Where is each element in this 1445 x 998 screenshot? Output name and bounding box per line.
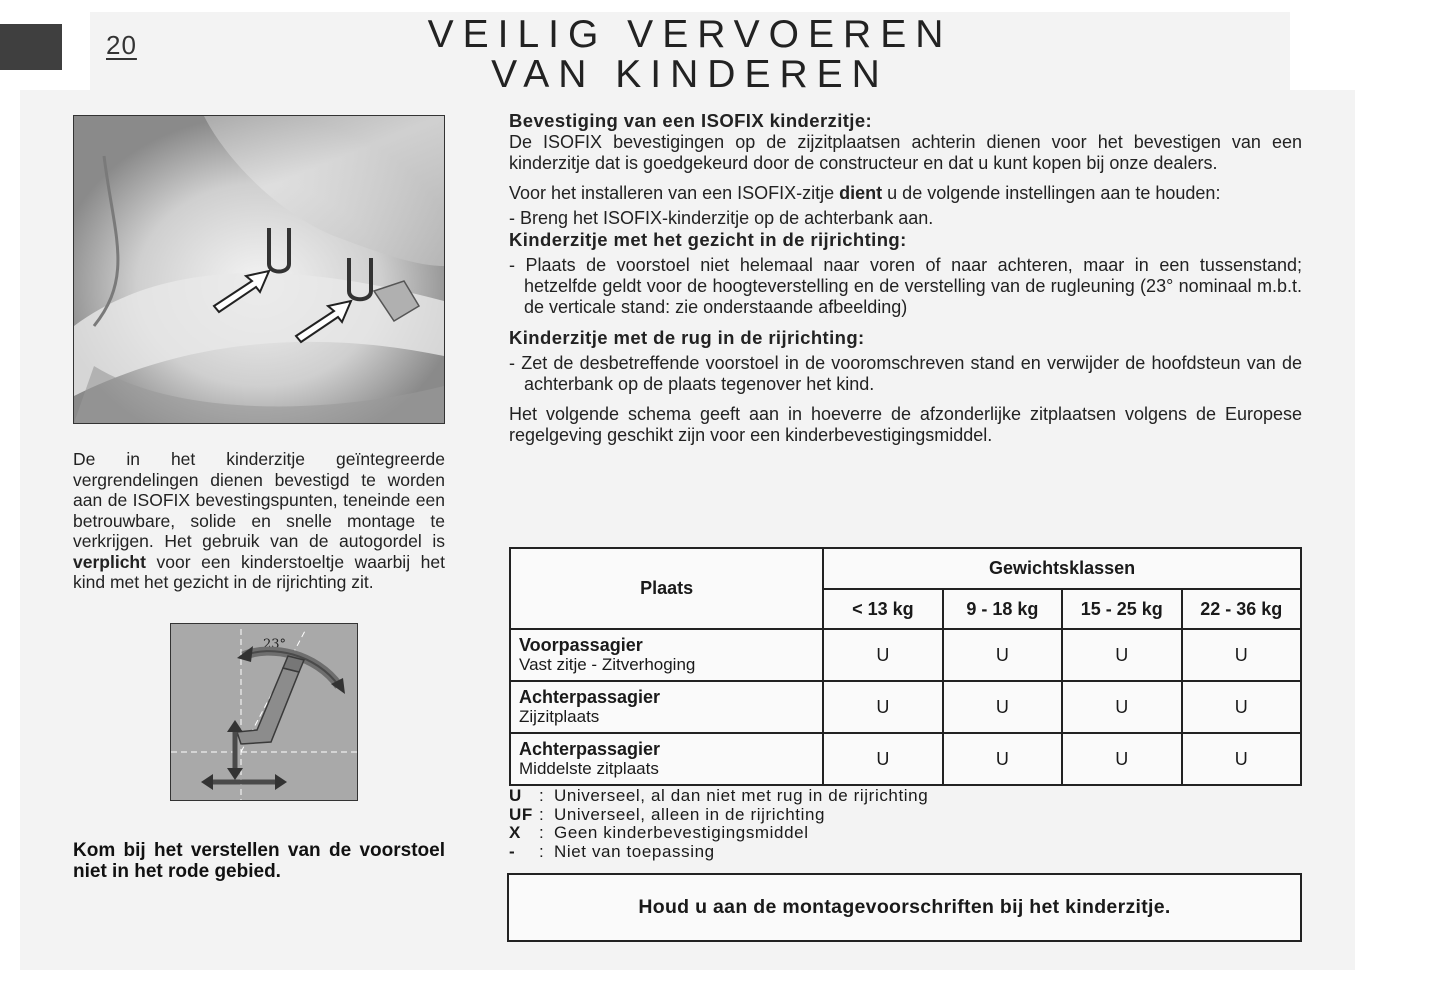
heading-rear-facing: Kinderzitje met de rug in de rijrichting: — [509, 327, 865, 348]
red-zone-warning: Kom bij het verstellen van de voorstoel niet in het rode gebied. — [73, 840, 445, 882]
heading-forward-facing: Kinderzitje met het gezicht in de rijrichting: — [509, 229, 907, 250]
instruction-item-front-seat: - Plaats de voorstoel niet helemaal naar voren of naar achteren, maar in een tussenstand; hetzelfde geldt voor de hoogteverstelling en de verstelling van de rugleuning (23° nominaal m.b.t. de verticale stand: zie onderstaande afbeelding) — [509, 255, 1302, 317]
legend-text: Geen kinderbevestigingsmiddel — [554, 823, 809, 842]
legend-item: U : Universeel, al dan niet met rug in de rijrichting — [509, 786, 929, 805]
page-tab-marker — [0, 24, 62, 70]
suitability-cell: U — [823, 681, 942, 733]
seat-type: Middelste zitplaats — [519, 759, 659, 778]
table-row — [510, 681, 1301, 733]
legend-item: - : Niet van toepassing — [509, 841, 715, 861]
table-legend — [509, 787, 928, 861]
suitability-cell: U — [1062, 629, 1181, 681]
weight-class-table — [509, 547, 1302, 786]
weight-class-header: 15 - 25 kg — [1062, 589, 1181, 629]
seat-type: Vast zitje - Zitverhoging — [519, 655, 696, 674]
suitability-cell: U — [1182, 733, 1302, 785]
legend-text: Universeel, al dan niet met rug in de rijrichting — [554, 786, 929, 805]
seat-name: Achterpassagier — [519, 739, 661, 759]
page-number: 20 — [106, 30, 137, 60]
legend-text: Universeel, alleen in de rijrichting — [554, 804, 826, 824]
column-header-place: Plaats — [510, 548, 823, 629]
instruction-item-mount: - Breng het ISOFIX-kinderzitje op de achterbank aan. — [509, 208, 934, 228]
legend-item: X : Geen kinderbevestigingsmiddel — [509, 823, 809, 842]
weight-class-header: 22 - 36 kg — [1182, 589, 1302, 629]
seat-cell — [510, 629, 823, 681]
suitability-cell: U — [823, 629, 942, 681]
suitability-cell: U — [943, 733, 1062, 785]
instruction-item-headrest: - Zet de desbetreffende voorstoel in de vooromschreven stand en verwijder de hoofdsteun van de achterbank op de plaats tegenover het kind. — [509, 353, 1302, 394]
legend-code: U — [509, 786, 522, 805]
emphasis-dient: dient — [839, 183, 883, 203]
legend-code: - — [509, 841, 516, 861]
legend-item: UF : Universeel, alleen in de rijrichting — [509, 804, 826, 824]
table-row — [510, 733, 1301, 785]
emphasis-verplicht: verplicht — [73, 551, 146, 572]
isofix-explanation-paragraph: De in het kinderzitje geïntegreerde vergrendelingen dienen bevestigd te worden aan de ISOFIX bevestingspunten, teneinde een betrouwbare, solide en snelle montage te verkrijgen. Het gebruik van de autogordel is verplicht voor een kinderstoeltje waarbij het kind met het gezicht in de rijrichting zit. — [73, 449, 445, 592]
seat-cell — [510, 733, 823, 785]
suitability-cell: U — [1062, 681, 1181, 733]
mounting-instructions-notice: Houd u aan de montagevoorschriften bij het kinderzitje. — [507, 873, 1302, 942]
column-header-weight-classes: Gewichtsklassen — [823, 548, 1301, 589]
isofix-seat-drawing — [74, 116, 444, 423]
seat-cell — [510, 681, 823, 733]
page-title — [380, 15, 1000, 95]
legend-text: Niet van toepassing — [554, 841, 715, 861]
isofix-intro-paragraph: De ISOFIX bevestigingen op de zijzitplaatsen achterin dienen voor het bevestigen van een kinderzitje dat is goedgekeurd door de constructeur en dat u kunt kopen bij onze dealers. — [509, 132, 1302, 173]
seat-type: Zijzitplaats — [519, 707, 600, 726]
table-row — [510, 629, 1301, 681]
seat-name: Achterpassagier — [519, 687, 661, 707]
weight-class-header: < 13 kg — [823, 589, 942, 629]
seat-angle-drawing — [171, 624, 357, 800]
isofix-anchors-illustration — [73, 115, 445, 424]
suitability-cell: U — [823, 733, 942, 785]
angle-label: 23° — [263, 637, 287, 652]
legend-code: X — [509, 823, 521, 842]
suitability-cell: U — [943, 629, 1062, 681]
legend-code: UF — [509, 804, 533, 824]
instructions-column — [509, 110, 1302, 446]
suitability-cell: U — [1182, 681, 1302, 733]
schema-intro-paragraph: Het volgende schema geeft aan in hoeverre de afzonderlijke zitplaatsen volgens de Europese regelgeving geschikt zijn voor een kinderbevestigingsmiddel. — [509, 404, 1302, 445]
heading-isofix-mounting: Bevestiging van een ISOFIX kinderzitje: — [509, 110, 873, 131]
install-settings-paragraph: Voor het installeren van een ISOFIX-zitje dient u de volgende instellingen aan te houden: — [509, 183, 1221, 203]
title-line-2: VAN KINDEREN — [491, 53, 889, 96]
seat-angle-diagram — [170, 623, 358, 801]
suitability-cell: U — [1182, 629, 1302, 681]
suitability-cell: U — [1062, 733, 1181, 785]
title-line-1: VEILIG VERVOEREN — [427, 13, 953, 56]
weight-class-header: 9 - 18 kg — [943, 589, 1062, 629]
seat-name: Voorpassagier — [519, 635, 643, 655]
suitability-cell: U — [943, 681, 1062, 733]
